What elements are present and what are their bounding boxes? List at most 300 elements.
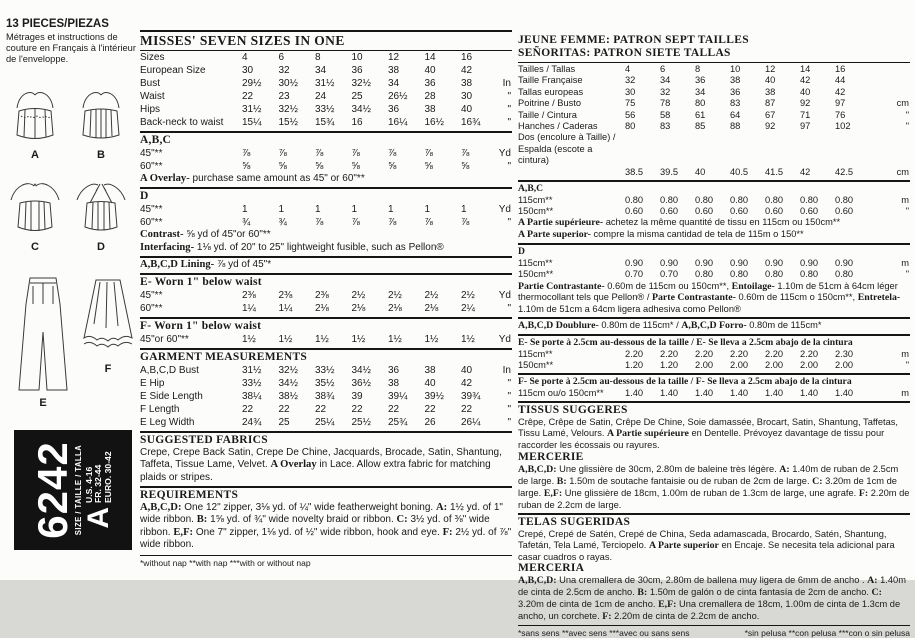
title-telas-sugeridas: TELAS SUGERIDAS [518,515,631,528]
row-value: 40 [461,365,473,377]
row-value: 42 [461,378,473,390]
row-value: 2.00 [765,360,784,371]
sketch-label: C [31,241,39,253]
row-value: ⅝ [388,161,397,172]
section-d-en [140,187,512,256]
row-value: 41.5 [765,166,784,177]
section-d-intl [518,243,910,317]
row-value: 80 [625,121,636,132]
row-value: 8 [695,64,701,74]
row-value: ⅝ [242,161,251,172]
sketch-label: E [39,397,47,409]
row-value: 22 [242,91,254,102]
partie-superieure-note: A Partie supérieure- achetez la même quantité de tissu en 115cm ou 150cm** [518,217,841,229]
row-label: 115cm** [518,348,553,359]
row-value: 2.20 [765,348,784,359]
row-value: 22 [424,404,436,416]
row-value: 0.60 [660,205,679,216]
row-value: 42.5 [835,166,854,177]
row-value: 29½ [242,78,262,89]
row-value: 58 [660,109,671,120]
row-value: 30½ [278,78,298,89]
size-number-box-content [14,430,132,550]
row-value: 2.20 [800,348,819,359]
row-value: 2.20 [660,348,679,359]
row-value: 0.90 [730,257,749,268]
row-label: 45"** [140,148,163,159]
row-value: 25 [351,91,363,102]
row-value: 1.40 [730,387,749,398]
row-value: 0.60 [765,205,784,216]
sidebar [6,18,136,570]
row-value: 0.60 [800,205,819,216]
table-row [518,206,910,217]
row-value: 0.60 [625,205,644,216]
row-value: 2.00 [835,360,854,371]
section-f-en [140,317,512,348]
row-unit: cm [896,166,909,177]
heading-f-intl: F- Se porte à 2.5cm au-dessous de la taille / F- Se lleva a 2.5cm abajo de la cintura [518,376,852,388]
row-value: 2.00 [730,360,749,371]
row-value: 38 [424,365,436,377]
row-unit: " [507,91,511,102]
row-value: ⅞ [388,148,397,159]
section-suggested-fabrics [140,431,512,486]
row-value: 2½ [351,290,366,302]
row-label: 150cm** [518,360,554,371]
row-value: 34½ [278,378,298,390]
title-garment-measurements: GARMENT MEASUREMENTS [140,351,308,364]
suggested-fabrics-text: Crepe, Crepe Back Satin, Crepe De Chine, Jacquards, Brocade, Satin, Shantung, Taffeta, Tissue Lame, Velvet. A Overlay in Lace. Allow extra fabric for matching plaids or stripes. [140,447,502,483]
row-value: 0.80 [765,194,784,205]
interfacing-note: Interfacing- 1⅛ yd. of 20" to 25" lightweight fusible, such as Pellon® [140,241,444,253]
row-value: 2⅜ [278,290,293,302]
row-value: 38 [730,75,741,86]
row-value: 33½ [315,104,335,115]
row-value: 42 [800,75,811,86]
nap-footnote-intl [518,625,910,638]
row-value: ⅞ [461,217,470,229]
sketch-view-c [8,178,62,253]
row-label [518,167,625,178]
row-unit: " [905,121,909,132]
row-value: 12 [388,52,400,63]
garment-top-c-drawing [8,178,62,240]
row-unit: " [507,117,511,128]
row-label: 150cm** [518,269,554,280]
row-value: 32 [278,65,290,76]
row-value: 40.5 [730,166,749,177]
row-value: ¾ [242,217,251,229]
garment-top-b-drawing [74,84,128,148]
heading-abc-intl: A,B,C [518,183,544,195]
row-value: 30 [242,65,254,76]
row-unit: " [507,417,511,429]
row-label: Tallas europeas [518,86,584,97]
row-value: 24¾ [242,417,262,429]
overlay-note: A Overlay- purchase same amount as 45" or 60"** [140,173,365,184]
row-value: ⅝ [461,161,470,172]
size-ranges [85,451,114,503]
row-label: A,B,C,D Bust [140,365,199,377]
row-value: 78 [660,98,671,109]
row-label: E Hip [140,378,165,390]
row-value: 39½ [424,391,444,403]
row-value: 97 [800,121,811,132]
row-value: 83 [730,98,741,109]
heading-abc: A,B,C [140,134,172,146]
row-value: 1½ [242,334,256,346]
garment-top-a-drawing [8,84,62,148]
row-value: 12 [765,64,776,74]
size-number-box [14,430,132,550]
row-value: ¾ [278,217,287,229]
table-row [518,110,910,121]
row-value: ⅞ [388,217,397,229]
table-row [140,416,512,429]
row-value: 85 [695,121,706,132]
row-label: F Length [140,404,180,416]
sketch-row-cd [8,178,128,253]
table-row [140,333,512,346]
title-jeune-femme: JEUNE FEMME: PATRON SEPT TAILLES [518,34,749,46]
table-row [140,116,512,129]
row-value: 15¾ [315,117,335,128]
sketch-label: D [97,241,105,253]
row-unit: Yd [498,334,511,346]
row-value: 0.80 [835,269,854,280]
row-value: 1 [278,204,285,216]
row-value: 2⅜ [242,290,256,302]
row-value: 22 [351,404,363,416]
row-value: 33½ [315,365,335,377]
heading-d-intl: D [518,246,525,258]
sketch-label: F [104,363,112,375]
row-value: 31½ [242,104,262,115]
row-value: 76 [835,109,846,120]
row-value: 15½ [278,117,298,128]
heading-e-intl: E- Se porte à 2.5cm au-dessous de la taille / E- Se lleva a 2.5cm abajo de la cintura [518,337,853,349]
row-value: ⅞ [424,217,433,229]
row-unit: " [905,205,909,216]
row-label: 45"or 60"** [140,334,189,346]
row-unit: " [507,378,511,390]
row-value: 10 [351,52,363,63]
row-value: 30 [461,91,473,102]
row-value: 25½ [351,417,371,429]
row-value: 14 [424,52,436,63]
row-unit: " [905,269,909,280]
row-unit: " [905,360,909,371]
d-metrage-table [518,258,910,281]
row-value: 36 [730,86,741,97]
row-value: 10 [730,64,741,74]
row-value: 1½ [388,334,402,346]
row-unit: m [901,194,909,205]
row-value: 32½ [278,365,298,377]
row-value: ⅝ [351,161,360,172]
title-senoritas: SEÑORITAS: PATRON SIETE TALLAS [518,47,731,59]
row-label: 60"** [140,217,163,229]
row-value: 38 [765,86,776,97]
row-value: ⅞ [242,148,251,159]
row-unit: " [507,391,511,403]
row-value: 32 [660,86,671,97]
row-value: 22 [461,404,473,416]
row-value: 36 [351,65,363,76]
row-value: 34 [695,86,706,97]
row-value: 40 [765,75,776,86]
size-table-intl [518,63,910,180]
table-row [140,160,512,173]
row-value: 0.80 [800,269,819,280]
row-value: 0.80 [835,194,854,205]
table-row [140,403,512,416]
row-value: 22 [278,404,290,416]
garment-measurements-table [140,364,512,429]
row-value: 34½ [351,104,371,115]
row-value: 1½ [351,334,366,346]
row-label: Taille / Cintura [518,109,577,120]
row-unit: m [901,387,909,398]
sketch-view-f [80,276,136,375]
row-value: 0.80 [765,269,784,280]
row-label: Sizes [140,52,165,63]
row-value: 16 [351,117,363,128]
row-unit: m [901,257,909,268]
row-value: 2¼ [461,303,475,315]
title-suggested-fabrics: SUGGESTED FABRICS [140,434,268,447]
row-label: Hanches / Caderas [518,121,598,132]
sketch-view-e [6,274,80,409]
row-value: 83 [660,121,671,132]
row-value: 26 [424,417,436,429]
row-value: 1.20 [625,360,644,371]
row-unit: " [905,109,909,120]
section-garment-measurements [140,348,512,431]
title-misses-seven-sizes: MISSES' SEVEN SIZES IN ONE [140,33,512,51]
garment-top-d-drawing [74,178,128,240]
row-value: 38½ [278,391,298,403]
row-value: 6 [660,64,666,74]
row-value: 0.80 [695,269,714,280]
table-row [140,64,512,77]
f-yardage-table [140,333,512,346]
row-unit: Yd [498,290,511,302]
row-value: 1.40 [695,387,714,398]
row-value: 16 [461,52,473,63]
row-value: 1¼ [242,303,256,315]
row-value: 2.00 [800,360,819,371]
row-value: 67 [765,109,776,120]
row-unit: " [507,217,511,229]
e-yardage-table [140,289,512,315]
section-f-intl [518,373,910,401]
table-row [140,147,512,160]
sketch-row-ab [8,84,128,161]
garment-pants-e-drawing [7,274,79,396]
row-value: 1.40 [625,387,644,398]
row-value: 2⅜ [315,290,329,302]
table-row [518,87,910,98]
table-row [518,269,910,280]
merceria-text: A,B,C,D: Una cremallera de 30cm, 2.80m de ballena muy ligera de 6mm de ancho . A: 1.40m de cinta de 2.5cm de ancho. B: 1.50m de galón o de cinta fantasía de 2cm de ancho. C: 3.20m de cinta de 1cm de ancho. E,F: Una cremallera de 18cm, 1.00m de cinta de 1.3cm de ancho, un corchete. F: 2.20m de cinta de 2.2cm de ancho. [518,575,906,623]
row-value: 0.70 [660,269,679,280]
row-unit: In [502,78,511,89]
sketch-view-a [8,84,62,161]
row-value: 102 [835,121,851,132]
abc-yardage-table [140,147,512,173]
row-value: 88 [730,121,741,132]
row-value: 0.90 [625,257,644,268]
size-letter-group [82,451,115,529]
row-label: 115cm** [518,194,553,205]
row-value: 2⅛ [351,303,366,315]
intl-column [518,34,910,638]
table-row [140,302,512,315]
table-row [518,64,910,75]
sketch-label: A [31,149,39,161]
row-value: 38 [388,378,400,390]
row-value: 0.80 [800,194,819,205]
section-telas-merceria [518,513,910,625]
row-value: 71 [800,109,811,120]
row-value: 25¼ [315,417,335,429]
row-value: ⅞ [315,217,324,229]
row-value: 1.40 [765,387,784,398]
d-yardage-table [140,203,512,229]
row-value: 1 [315,204,321,216]
row-value: ⅞ [351,217,360,229]
table-row [140,51,512,64]
section-e-intl [518,334,910,373]
row-value: 25 [278,417,290,429]
table-row [140,289,512,302]
row-value: 2½ [388,290,402,302]
contrastante-entoilage-note: Partie Contrastante- 0.60m de 115cm ou 150cm**, Entoilage- 1.10m de 51cm à 64cm léger thermocollant tels que Pellon® / Parte Contrastante- 0.60m de 115cm o 150cm**, Entretela- 1.10m de 51cm a 64cm ligera adhesiva como Pellon® [518,280,901,315]
row-value: ⅞ [278,148,287,159]
row-value: 31½ [315,78,335,89]
row-label: 150cm** [518,205,554,216]
garment-skirt-f-drawing [80,276,136,362]
row-value: 32½ [278,104,298,115]
row-label: Tailles / Tallas [518,64,576,74]
row-value: 31½ [242,365,262,377]
row-value: 26¼ [461,417,481,429]
row-label: Hips [140,104,161,115]
row-value: 2⅛ [388,303,402,315]
row-value: ⅝ [278,161,287,172]
requirements-text: A,B,C,D: One 12" zipper, 3⅛ yd. of ¼" wide featherweight boning. A: 1½ yd. of 1" wide ribbon. B: 1⅝ yd. of ¾" wide novelty braid or ribbon. C: 3½ yd. of ⅜" wide ribbon. E,F: One 7" zipper, 1⅛ yd. of ½" wide ribbon, hook and eye. F: 2½ yd. of ⅞" wide ribbon. [140,502,512,550]
lining-note: A,B,C,D Lining- ⅞ yd of 45"* [140,258,272,270]
row-value: 16½ [424,117,444,128]
row-value: 40 [424,65,436,76]
row-value: 16 [835,64,846,74]
row-unit: cm [896,98,909,109]
table-row [518,195,910,206]
row-value: 1 [351,204,358,216]
row-value: 35½ [315,378,335,390]
row-label: Back-neck to waist [140,117,224,128]
row-label: Dos (encolure à Taille) / Espalda (escote a cintura) [518,132,616,166]
row-value: 42 [835,86,846,97]
row-value: 38¼ [242,391,262,403]
row-value: 36 [424,78,436,89]
row-value: 56 [625,109,636,120]
row-value: 0.60 [695,205,714,216]
row-unit: " [507,161,511,172]
row-value: ⅝ [424,161,433,172]
row-value: 14 [800,64,811,74]
size-letter: A [82,506,115,529]
row-value: 75 [625,98,636,109]
row-value: 40 [800,86,811,97]
row-value: 97 [835,98,846,109]
section-e-en [140,273,512,317]
row-value: 0.60 [835,205,854,216]
row-value: 4 [242,52,248,63]
row-value: 0.80 [730,269,749,280]
row-value: 22 [315,404,327,416]
row-value: 1¼ [278,303,293,315]
section-tissus-mercerie [518,401,910,512]
row-value: 61 [695,109,706,120]
pattern-number: 6242 [28,441,76,539]
row-value: 64 [730,109,741,120]
doublure-forro-note: A,B,C,D Doublure- 0.80m de 115cm* / A,B,C,D Forro- 0.80m de 115cm* [518,320,822,332]
title-merceria: MERCERIA [518,562,585,575]
row-value: 92 [800,98,811,109]
row-unit: Yd [498,204,511,216]
row-value: 39¾ [461,391,481,403]
row-value: 40 [424,378,436,390]
row-value: 34 [660,75,671,86]
table-row [518,360,910,371]
row-label: 45"** [140,204,163,216]
row-value: 0.80 [730,194,749,205]
row-value: ⅞ [351,148,360,159]
title-tissus-suggeres: TISSUS SUGGERES [518,404,628,417]
row-value: 34 [315,65,327,76]
row-value: 6 [278,52,285,63]
table-row [140,377,512,390]
row-value: 0.90 [695,257,714,268]
contrast-note: Contrast- ⅝ yd of 45"or 60"** [140,229,271,241]
e-metrage-table [518,349,910,372]
row-value: 1½ [424,334,439,346]
row-value: 15¼ [242,117,262,128]
row-label: European Size [140,65,206,76]
row-value: 36 [388,104,400,115]
row-value: 40 [461,104,473,115]
row-value: 2⅛ [424,303,439,315]
row-unit: Yd [498,148,511,159]
row-value: 36 [388,365,400,377]
row-value: 1.40 [660,387,679,398]
row-value: 0.90 [800,257,819,268]
heading-d: D [140,190,149,203]
row-value: 0.60 [730,205,749,216]
row-value: ⅝ [315,161,324,172]
row-value: 39¼ [388,391,408,403]
table-row [140,90,512,103]
row-value: 38¾ [315,391,335,403]
row-label: E Side Length [140,391,203,403]
row-value: 16¾ [461,117,481,128]
row-value: 1½ [461,334,475,346]
row-value: 40 [695,166,706,177]
table-row [140,203,512,216]
